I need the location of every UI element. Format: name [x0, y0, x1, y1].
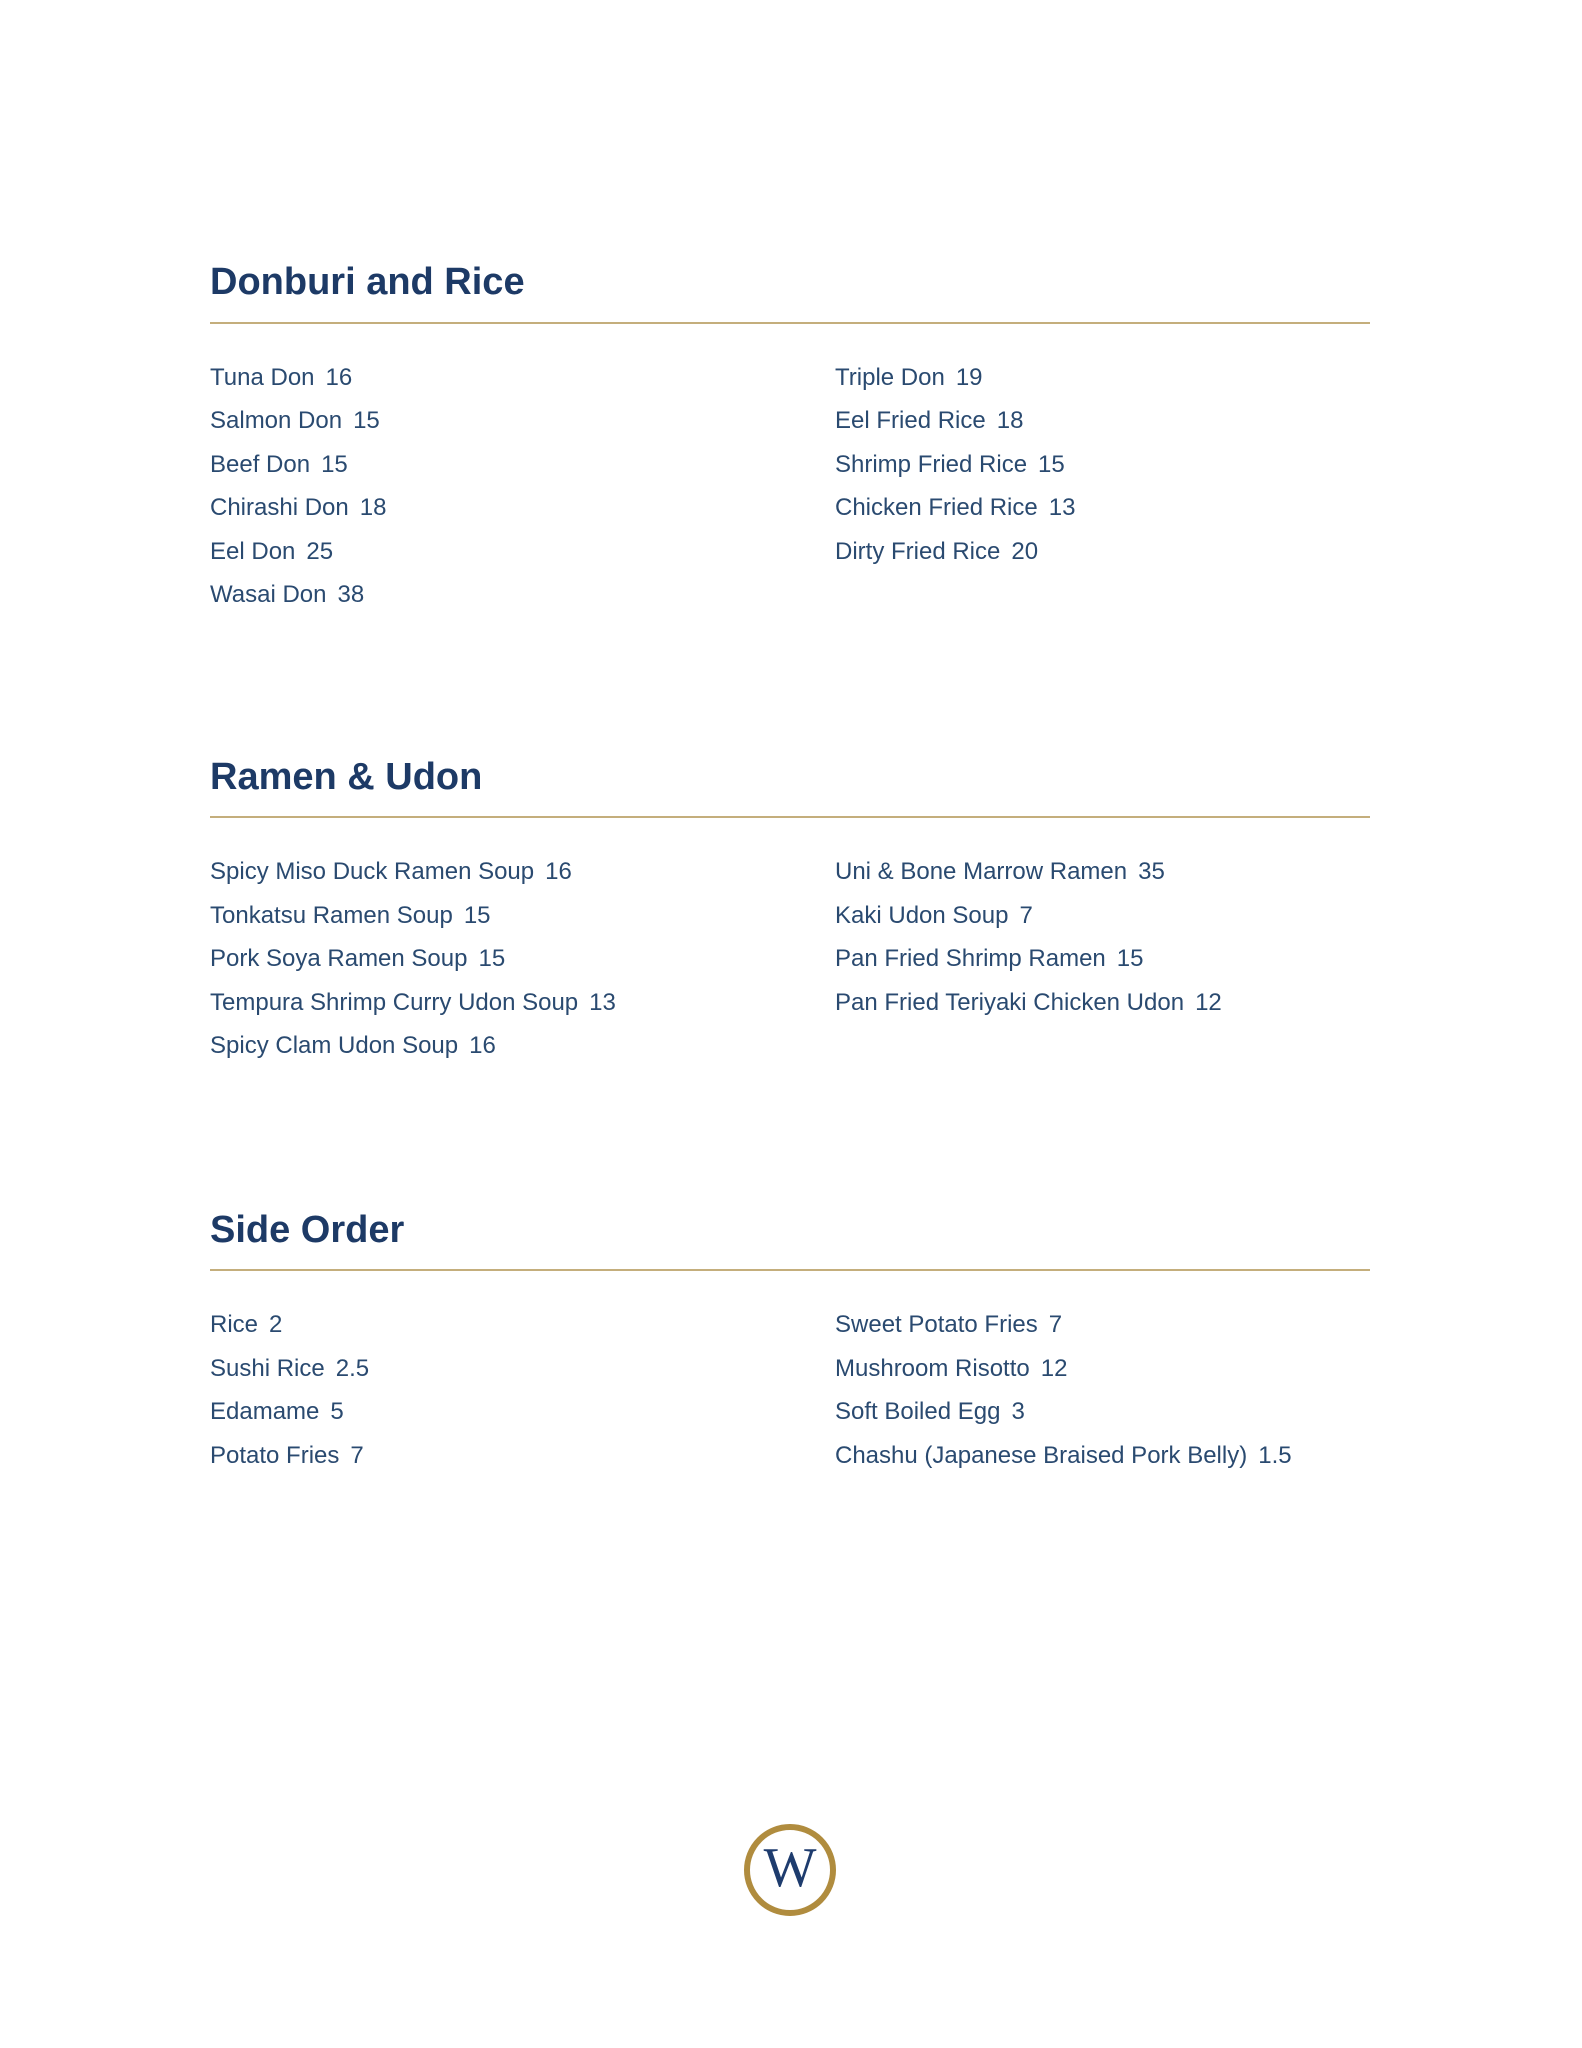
- menu-item-name: Potato Fries: [210, 1441, 340, 1469]
- menu-item-name: Tonkatsu Ramen Soup: [210, 901, 453, 929]
- menu-item-price: 12: [1040, 1354, 1068, 1382]
- menu-item: [210, 981, 835, 1025]
- menu-item: [210, 850, 835, 894]
- menu-item-name: Sushi Rice: [210, 1354, 325, 1382]
- menu-sections: [210, 260, 1370, 1477]
- menu-item-price: 1.5: [1258, 1441, 1292, 1469]
- section-divider: [210, 816, 1370, 818]
- menu-item-name: Soft Boiled Egg: [835, 1398, 1001, 1426]
- menu-item: [210, 530, 835, 574]
- menu-item: [210, 399, 835, 443]
- logo-monogram-w: W: [763, 1837, 817, 1900]
- section-title: Donburi and Rice: [210, 261, 525, 303]
- menu-item: [210, 1347, 835, 1391]
- menu-item-name: Rice: [210, 1311, 259, 1339]
- menu-item: [835, 399, 1370, 443]
- menu-item-name: Uni & Bone Marrow Ramen: [835, 858, 1128, 886]
- menu-item: [835, 530, 1370, 574]
- menu-item: [210, 1303, 835, 1347]
- menu-item-price: 18: [996, 407, 1024, 435]
- menu-item-name: Eel Fried Rice: [835, 407, 986, 435]
- menu-item-name: Spicy Clam Udon Soup: [210, 1032, 459, 1060]
- menu-item-name: Kaki Udon Soup: [835, 901, 1009, 929]
- menu-items-column: [835, 850, 1370, 1068]
- menu-item-price: 7: [1019, 901, 1033, 929]
- menu-item-name: Eel Don: [210, 537, 296, 565]
- menu-item-price: 35: [1138, 858, 1165, 886]
- menu-item: [210, 1434, 835, 1478]
- menu-item-price: 15: [478, 945, 506, 973]
- menu-item-name: Tempura Shrimp Curry Udon Soup: [210, 988, 579, 1016]
- menu-item: [835, 894, 1370, 938]
- menu-item-name: Spicy Miso Duck Ramen Soup: [210, 858, 535, 886]
- menu-item-name: Mushroom Risotto: [835, 1354, 1030, 1382]
- menu-item-price: 38: [337, 581, 365, 609]
- menu-item-price: 25: [306, 537, 334, 565]
- menu-section: [210, 260, 1370, 617]
- menu-item: [210, 486, 835, 530]
- menu-item-name: Salmon Don: [210, 407, 343, 435]
- menu-item-price: 2: [269, 1311, 283, 1339]
- menu-item: [210, 573, 835, 617]
- menu-item-name: Shrimp Fried Rice: [835, 450, 1028, 478]
- menu-item: [835, 356, 1370, 400]
- menu-item-name: Pan Fried Shrimp Ramen: [835, 945, 1106, 973]
- menu-item: [835, 486, 1370, 530]
- menu-item: [835, 1390, 1370, 1434]
- menu-section: [210, 755, 1370, 1068]
- menu-item-price: 3: [1011, 1398, 1025, 1426]
- menu-item-price: 16: [325, 363, 353, 391]
- menu-item-price: 7: [350, 1441, 364, 1469]
- restaurant-logo: [744, 1824, 836, 1916]
- menu-section: [210, 1208, 1370, 1478]
- menu-item-name: Pan Fried Teriyaki Chicken Udon: [835, 988, 1185, 1016]
- menu-item: [835, 1434, 1370, 1478]
- menu-item-price: 15: [321, 450, 348, 478]
- menu-item: [835, 1347, 1370, 1391]
- menu-item-price: 19: [955, 363, 983, 391]
- menu-item-name: Dirty Fried Rice: [835, 537, 1001, 565]
- menu-items-column: [210, 356, 835, 617]
- menu-item-name: Chirashi Don: [210, 494, 349, 522]
- menu-item-price: 5: [330, 1398, 344, 1426]
- menu-item-name: Triple Don: [835, 363, 945, 391]
- menu-item: [210, 894, 835, 938]
- menu-item-price: 13: [589, 988, 616, 1016]
- menu-item-price: 7: [1048, 1311, 1063, 1339]
- menu-item-price: 13: [1048, 494, 1076, 522]
- menu-items-grid: [210, 850, 1370, 1068]
- section-title: Side Order: [210, 1208, 405, 1251]
- menu-item-price: 16: [469, 1032, 496, 1060]
- menu-item: [210, 937, 835, 981]
- menu-item-price: 12: [1195, 988, 1222, 1016]
- menu-items-grid: [210, 356, 1370, 617]
- section-divider: [210, 1269, 1370, 1271]
- menu-item-price: 15: [1116, 945, 1144, 973]
- menu-item: [210, 1390, 835, 1434]
- menu-item: [210, 356, 835, 400]
- menu-items-column: [835, 1303, 1370, 1477]
- menu-item-price: 18: [359, 494, 387, 522]
- menu-item-name: Pork Soya Ramen Soup: [210, 945, 468, 973]
- menu-item-price: 15: [1038, 450, 1065, 478]
- menu-item-name: Edamame: [210, 1398, 320, 1426]
- menu-items-column: [210, 850, 835, 1068]
- menu-item-name: Tuna Don: [210, 363, 315, 391]
- menu-item: [835, 937, 1370, 981]
- menu-item: [835, 1303, 1370, 1347]
- menu-item: [210, 443, 835, 487]
- menu-item-price: 2.5: [335, 1354, 370, 1382]
- menu-items-grid: [210, 1303, 1370, 1477]
- menu-item: [835, 443, 1370, 487]
- menu-item-price: 15: [463, 901, 491, 929]
- menu-item-name: Sweet Potato Fries: [835, 1311, 1038, 1339]
- section-title: Ramen & Udon: [210, 755, 483, 798]
- section-divider: [210, 322, 1370, 324]
- menu-item-name: Chashu (Japanese Braised Pork Belly): [835, 1441, 1248, 1469]
- menu-item-price: 15: [353, 407, 380, 435]
- menu-items-column: [835, 356, 1370, 617]
- menu-item: [210, 1024, 835, 1068]
- menu-item-price: 16: [545, 858, 572, 886]
- menu-item: [835, 981, 1370, 1025]
- menu-item-name: Beef Don: [210, 450, 311, 478]
- menu-item-name: Wasai Don: [210, 581, 327, 609]
- menu-item-name: Chicken Fried Rice: [835, 494, 1038, 522]
- menu-items-column: [210, 1303, 835, 1477]
- menu-item-price: 20: [1011, 537, 1039, 565]
- menu-item: [835, 850, 1370, 894]
